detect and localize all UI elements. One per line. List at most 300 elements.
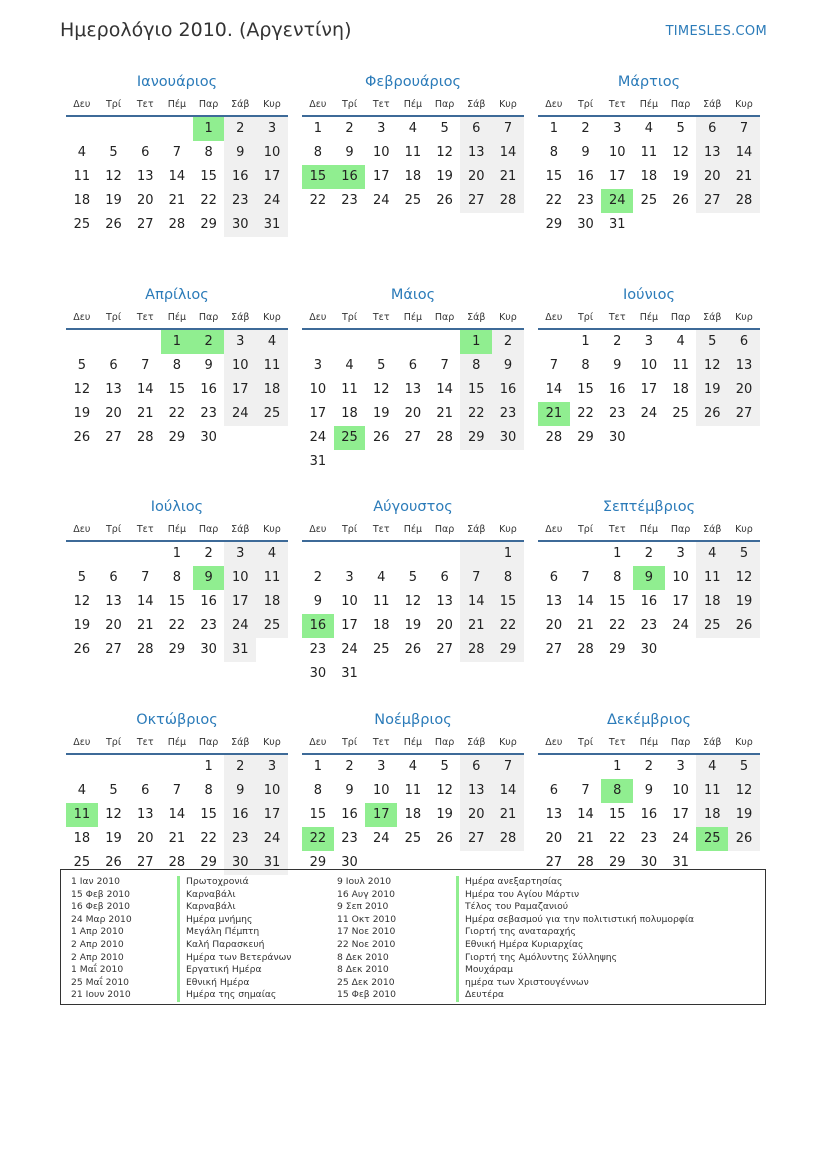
day-cell: 30	[224, 213, 256, 237]
weekday-label: Κυρ	[499, 736, 517, 748]
day-cell: 25	[640, 193, 658, 208]
day-cell: 29	[200, 217, 217, 232]
weekday-label: Τετ	[372, 311, 390, 323]
day-cell: 16	[224, 165, 256, 189]
day-cell: 18	[341, 405, 358, 421]
weekday-label: Σάβ	[231, 736, 250, 748]
holiday-day-cell: 1	[460, 330, 492, 354]
day-grid	[538, 755, 760, 875]
calendar-grid	[66, 72, 761, 922]
day-cell: 8	[172, 357, 182, 373]
day-cell: 15	[492, 590, 524, 614]
day-cell: 25	[372, 642, 390, 657]
day-cell: 16	[640, 806, 658, 822]
legend-date: 21 Ιουν 2010	[71, 989, 131, 1001]
weekday-header	[302, 308, 524, 330]
weekday-header	[66, 520, 288, 542]
day-cell: 6	[408, 357, 418, 373]
day-cell: 2	[581, 121, 590, 136]
day-cell: 11	[672, 357, 689, 373]
day-cell: 19	[73, 405, 91, 421]
weekday-label: Τετ	[608, 311, 626, 323]
legend-date: 1 Απρ 2010	[71, 926, 124, 938]
day-cell: 29	[460, 426, 492, 450]
legend-date: 1 Μαΐ 2010	[71, 964, 124, 976]
weekday-label: Τετ	[608, 524, 626, 535]
legend-holiday-name: Εθνική Ημέρα	[177, 977, 291, 990]
day-cell: 3	[256, 117, 288, 141]
day-cell: 3	[377, 758, 386, 774]
day-cell: 10	[256, 779, 288, 803]
day-cell: 22	[460, 402, 492, 426]
day-grid	[538, 330, 760, 450]
empty-cell	[98, 117, 130, 141]
empty-cell	[334, 542, 366, 566]
day-cell: 12	[696, 354, 728, 378]
legend-date: 25 Δεκ 2010	[337, 976, 395, 988]
empty-cell	[570, 542, 602, 566]
weekday-label: Τρί	[342, 99, 358, 110]
legend-holiday-name: Καλή Παρασκευή	[177, 939, 291, 952]
legend-date: 9 Ιουλ 2010	[337, 876, 392, 887]
day-cell: 24	[640, 405, 658, 421]
day-cell: 8	[204, 145, 213, 160]
day-cell: 18	[404, 169, 422, 184]
day-cell: 14	[492, 141, 524, 165]
day-cell: 18	[672, 381, 689, 397]
day-cell: 7	[460, 566, 492, 590]
holiday-day-cell: 15	[302, 165, 334, 189]
empty-cell	[302, 330, 334, 354]
day-grid	[538, 117, 760, 237]
day-cell: 19	[73, 618, 91, 633]
day-cell: 5	[77, 570, 86, 585]
weekday-label: Τρί	[106, 311, 122, 323]
day-cell: 29	[168, 642, 186, 657]
day-cell: 22	[200, 193, 217, 208]
weekday-label: Κυρ	[735, 311, 753, 323]
month-block	[538, 72, 760, 285]
day-cell: 31	[309, 453, 327, 469]
weekday-header	[66, 95, 288, 117]
month-name: Σεπτέμβριος	[602, 499, 696, 515]
weekday-label: Κυρ	[499, 524, 517, 535]
weekday-header	[66, 308, 288, 330]
day-cell: 16	[224, 803, 256, 827]
day-cell: 30	[309, 666, 327, 681]
day-cell: 6	[141, 782, 150, 798]
day-cell: 28	[168, 217, 186, 232]
month-block	[66, 497, 288, 710]
legend-date: 9 Σεπ 2010	[337, 901, 389, 913]
day-cell: 4	[377, 570, 386, 585]
day-cell: 12	[404, 594, 422, 609]
weekday-label: Τρί	[342, 311, 358, 323]
day-cell: 19	[372, 405, 390, 421]
day-cell: 27	[136, 217, 154, 232]
day-cell: 30	[341, 854, 358, 870]
day-cell: 1	[313, 121, 322, 136]
day-cell: 18	[256, 590, 288, 614]
empty-cell	[302, 542, 334, 566]
day-cell: 9	[613, 357, 622, 373]
empty-cell	[66, 755, 98, 779]
day-cell: 27	[545, 642, 563, 657]
month-name: Ιανουάριος	[136, 74, 218, 90]
day-cell: 27	[105, 429, 122, 445]
day-cell: 21	[168, 830, 186, 846]
month-name: Μάιος	[390, 286, 436, 303]
legend-holiday-name: Εθνική Ημέρα Κυριαρχίας	[456, 939, 694, 952]
weekday-label: Κυρ	[735, 524, 753, 535]
day-cell: 21	[728, 165, 760, 189]
weekday-label: Πέμ	[403, 524, 423, 535]
weekday-label: Σάβ	[231, 99, 250, 110]
day-cell: 4	[77, 782, 86, 798]
day-cell: 11	[640, 145, 658, 160]
day-cell: 28	[460, 638, 492, 662]
weekday-label: Παρ	[670, 524, 691, 535]
empty-cell	[129, 117, 161, 141]
weekday-header	[302, 520, 524, 542]
weekday-header	[538, 733, 760, 755]
day-cell: 1	[172, 546, 182, 561]
weekday-label: Παρ	[434, 524, 455, 535]
day-cell: 28	[577, 854, 594, 870]
weekday-label: Παρ	[434, 736, 455, 748]
day-cell: 30	[577, 217, 594, 232]
day-cell: 22	[545, 193, 563, 208]
weekday-label: Τετ	[608, 736, 626, 748]
day-cell: 23	[640, 830, 658, 846]
day-cell: 1	[613, 546, 622, 561]
legend-date: 25 Μαΐ 2010	[71, 976, 130, 988]
holiday-day-cell: 2	[193, 330, 225, 354]
holiday-day-cell: 9	[633, 566, 665, 590]
weekday-label: Παρ	[670, 99, 691, 110]
empty-cell	[129, 542, 161, 566]
day-cell: 17	[672, 594, 689, 609]
day-cell: 2	[345, 121, 354, 136]
weekday-label: Δευ	[545, 524, 563, 535]
day-cell: 10	[341, 594, 358, 609]
month-name: Μάρτιος	[617, 74, 681, 90]
weekday-label: Δευ	[73, 311, 91, 323]
day-cell: 20	[105, 405, 122, 421]
day-cell: 4	[676, 333, 685, 349]
day-cell: 8	[313, 782, 322, 798]
day-cell: 17	[672, 806, 689, 822]
day-cell: 1	[549, 121, 558, 136]
empty-cell	[66, 542, 98, 566]
day-cell: 3	[377, 121, 386, 136]
day-cell: 5	[377, 357, 386, 373]
day-cell: 12	[728, 566, 760, 590]
day-cell: 24	[256, 189, 288, 213]
weekday-label: Τετ	[372, 99, 390, 110]
weekday-label: Πέμ	[639, 524, 659, 535]
day-cell: 15	[309, 806, 327, 822]
day-cell: 24	[224, 614, 256, 638]
day-cell: 10	[224, 566, 256, 590]
weekday-label: Σάβ	[467, 99, 486, 110]
weekday-label: Κυρ	[499, 99, 517, 110]
weekday-label: Παρ	[198, 524, 219, 535]
day-cell: 6	[440, 570, 449, 585]
day-cell: 24	[341, 642, 358, 657]
day-cell: 15	[608, 806, 626, 822]
day-cell: 7	[141, 357, 150, 373]
day-cell: 5	[728, 542, 760, 566]
legend-names-column-2	[456, 876, 694, 1002]
day-cell: 10	[256, 141, 288, 165]
day-cell: 3	[224, 542, 256, 566]
day-cell: 2	[313, 570, 322, 585]
day-cell: 5	[408, 570, 418, 585]
legend-holiday-name: Γιορτή της αναταραχής	[456, 926, 694, 939]
day-cell: 12	[728, 779, 760, 803]
weekday-label: Κυρ	[263, 311, 281, 323]
empty-cell	[365, 542, 397, 566]
holiday-day-cell: 21	[538, 402, 570, 426]
day-cell: 16	[492, 378, 524, 402]
legend-holiday-name: Τέλος του Ραμαζανιού	[456, 901, 694, 914]
weekday-label: Πέμ	[167, 524, 187, 535]
holiday-day-cell: 11	[66, 803, 98, 827]
day-cell: 25	[73, 854, 91, 870]
day-cell: 2	[613, 333, 622, 349]
day-cell: 13	[545, 594, 563, 609]
day-cell: 21	[492, 803, 524, 827]
day-grid	[302, 542, 524, 686]
day-cell: 5	[77, 357, 86, 373]
weekday-label: Σάβ	[231, 524, 250, 535]
weekday-label: Πέμ	[167, 99, 187, 110]
legend-holiday-name: Πρωτοχρονιά	[177, 876, 291, 889]
empty-cell	[397, 542, 429, 566]
day-cell: 11	[341, 381, 358, 397]
weekday-label: Πέμ	[167, 311, 187, 323]
day-cell: 2	[644, 758, 654, 774]
day-cell: 22	[168, 405, 186, 421]
weekday-label: Δευ	[309, 311, 327, 323]
holiday-legend	[60, 869, 766, 1005]
day-cell: 19	[105, 193, 122, 208]
day-cell: 4	[644, 121, 654, 136]
day-cell: 22	[309, 193, 327, 208]
day-cell: 23	[200, 405, 217, 421]
day-cell: 15	[200, 169, 217, 184]
weekday-label: Δευ	[545, 311, 563, 323]
legend-holiday-name: ημέρα των Χριστουγέννων	[456, 977, 694, 990]
day-cell: 18	[404, 806, 422, 822]
day-cell: 26	[73, 642, 91, 657]
day-cell: 9	[224, 141, 256, 165]
weekday-label: Σάβ	[467, 311, 486, 323]
day-cell: 6	[696, 117, 728, 141]
day-cell: 9	[313, 594, 322, 609]
day-cell: 4	[408, 758, 418, 774]
day-cell: 15	[200, 806, 217, 822]
day-cell: 10	[372, 145, 390, 160]
day-cell: 14	[436, 381, 453, 397]
day-cell: 3	[224, 330, 256, 354]
site-link[interactable]: TIMESLES.COM	[665, 24, 767, 39]
day-cell: 5	[728, 755, 760, 779]
day-cell: 4	[345, 357, 354, 373]
weekday-label: Κυρ	[735, 99, 753, 110]
weekday-label: Τρί	[342, 736, 358, 748]
day-cell: 13	[404, 381, 422, 397]
weekday-label: Κυρ	[735, 736, 753, 748]
day-cell: 14	[168, 169, 186, 184]
weekday-label: Παρ	[434, 99, 455, 110]
legend-holiday-name: Ημέρα ανεξαρτησίας	[456, 876, 694, 889]
day-cell: 7	[172, 782, 182, 798]
day-cell: 12	[105, 169, 122, 184]
day-grid	[302, 117, 524, 213]
day-cell: 8	[613, 570, 622, 585]
day-cell: 27	[460, 827, 492, 851]
day-cell: 20	[545, 830, 563, 846]
day-cell: 10	[608, 145, 626, 160]
day-cell: 6	[460, 755, 492, 779]
day-cell: 1	[492, 542, 524, 566]
day-cell: 11	[256, 566, 288, 590]
day-cell: 5	[440, 758, 449, 774]
empty-cell	[66, 330, 98, 354]
weekday-label: Τετ	[136, 524, 154, 535]
day-cell: 27	[696, 189, 728, 213]
holiday-day-cell: 25	[334, 426, 366, 450]
day-cell: 24	[672, 618, 689, 633]
weekday-label: Δευ	[309, 524, 327, 535]
weekday-label: Δευ	[545, 736, 563, 748]
month-name: Αύγουστος	[373, 499, 453, 515]
day-cell: 26	[696, 402, 728, 426]
day-cell: 14	[545, 381, 563, 397]
day-cell: 21	[436, 405, 453, 421]
day-cell: 26	[436, 193, 453, 208]
weekday-label: Σάβ	[467, 736, 486, 748]
day-cell: 25	[256, 614, 288, 638]
legend-date: 16 Φεβ 2010	[71, 901, 130, 913]
weekday-label: Κυρ	[499, 311, 517, 323]
legend-holiday-name: Ημέρα σεβασμού για την πολιτιστική πολυμορφία	[456, 914, 694, 927]
month-name: Δεκέμβριος	[606, 711, 692, 728]
day-cell: 1	[581, 333, 590, 349]
month-block	[538, 497, 760, 710]
weekday-label: Τετ	[372, 736, 390, 748]
legend-holiday-name: Ημέρα μνήμης	[177, 914, 291, 927]
day-cell: 1	[204, 758, 213, 774]
day-cell: 1	[313, 758, 322, 774]
day-cell: 4	[696, 542, 728, 566]
day-cell: 2	[644, 546, 654, 561]
weekday-label: Πέμ	[639, 736, 659, 748]
day-cell: 16	[640, 594, 658, 609]
day-cell: 9	[581, 145, 590, 160]
day-cell: 8	[313, 145, 322, 160]
day-cell: 21	[492, 165, 524, 189]
day-cell: 15	[460, 378, 492, 402]
day-cell: 31	[224, 638, 256, 662]
day-cell: 29	[168, 429, 186, 445]
day-cell: 30	[200, 642, 217, 657]
day-cell: 18	[256, 378, 288, 402]
holiday-day-cell: 25	[696, 827, 728, 851]
day-cell: 14	[460, 590, 492, 614]
day-cell: 10	[372, 782, 390, 798]
legend-dates-column-1	[71, 876, 132, 1002]
month-block	[302, 72, 524, 285]
day-cell: 8	[204, 782, 213, 798]
day-cell: 6	[549, 570, 558, 585]
day-cell: 13	[460, 779, 492, 803]
empty-cell	[98, 542, 130, 566]
day-cell: 17	[224, 590, 256, 614]
day-cell: 10	[640, 357, 658, 373]
day-cell: 23	[577, 193, 594, 208]
empty-cell	[98, 330, 130, 354]
weekday-label: Παρ	[198, 99, 219, 110]
day-cell: 5	[676, 121, 685, 136]
day-cell: 26	[672, 193, 689, 208]
weekday-label: Πέμ	[167, 736, 187, 748]
day-cell: 23	[224, 827, 256, 851]
holiday-day-cell: 1	[193, 117, 225, 141]
day-cell: 8	[460, 354, 492, 378]
weekday-label: Παρ	[670, 311, 691, 323]
weekday-label: Τρί	[578, 311, 594, 323]
day-cell: 6	[109, 357, 118, 373]
day-cell: 7	[172, 145, 182, 160]
day-cell: 10	[224, 354, 256, 378]
day-cell: 18	[372, 618, 390, 633]
legend-date: 8 Δεκ 2010	[337, 951, 389, 963]
empty-cell	[397, 330, 429, 354]
day-cell: 18	[73, 830, 91, 846]
day-cell: 2	[345, 758, 354, 774]
day-cell: 17	[341, 618, 358, 633]
day-cell: 9	[345, 782, 354, 798]
day-cell: 2	[204, 546, 213, 561]
day-grid	[66, 117, 288, 237]
empty-cell	[161, 117, 193, 141]
day-cell: 17	[256, 803, 288, 827]
weekday-label: Παρ	[198, 736, 219, 748]
legend-dates-column-2	[337, 876, 396, 1002]
day-cell: 11	[256, 354, 288, 378]
month-name: Οκτώβριος	[136, 711, 218, 728]
day-cell: 17	[608, 169, 626, 184]
day-cell: 12	[672, 145, 689, 160]
day-cell: 22	[168, 618, 186, 633]
month-name: Φεβρουάριος	[364, 74, 462, 90]
day-cell: 11	[73, 169, 91, 184]
day-cell: 13	[136, 169, 154, 184]
day-cell: 26	[105, 854, 122, 870]
day-cell: 28	[728, 189, 760, 213]
legend-date: 22 Νοε 2010	[337, 938, 396, 950]
day-cell: 31	[341, 666, 358, 681]
month-block	[302, 285, 524, 498]
holiday-day-cell: 22	[302, 827, 334, 851]
day-cell: 17	[640, 381, 658, 397]
weekday-label: Δευ	[309, 736, 327, 748]
day-cell: 26	[728, 614, 760, 638]
weekday-label: Πέμ	[639, 99, 659, 110]
